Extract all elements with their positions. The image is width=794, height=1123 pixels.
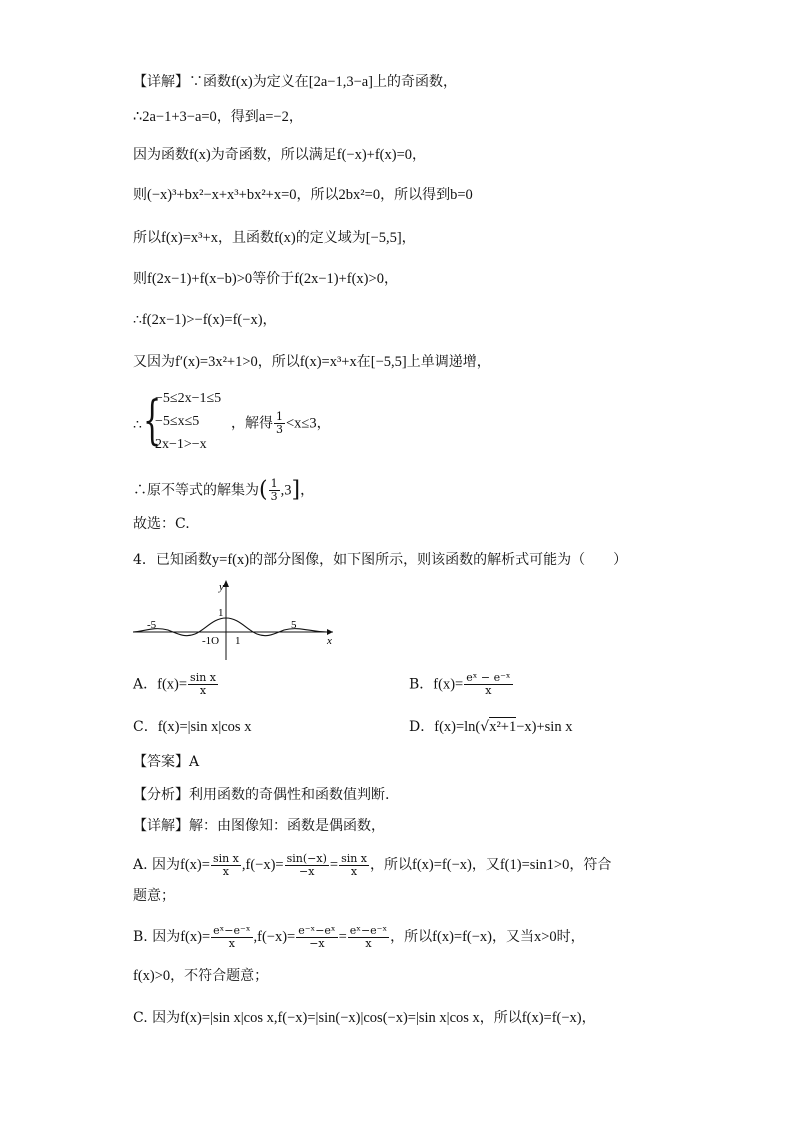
- detail-line-6: 则f(2x−1)+f(x−b)>0等价于f(2x−1)+f(x)>0，: [133, 271, 398, 287]
- function-graph: [133, 578, 338, 666]
- fraction: $\frac{\text{eˣ − e⁻ˣ}}{x}$: [466, 671, 511, 697]
- answer-line: 【答案】A: [133, 754, 200, 770]
- detail-line-5: 所以f(x)=x³+x，且函数f(x)的定义域为[−5,5]，: [133, 230, 416, 246]
- option-c: C．f(x)=|sin x|cos x: [133, 719, 252, 735]
- option-b: B．f(x)= $\frac{\text{eˣ − e⁻ˣ}}{x}$: [409, 671, 511, 697]
- function-curve: [133, 618, 327, 636]
- detail-line-11: 故选：C.: [133, 516, 190, 532]
- detail-c-line: C. 因为f(x)=|sin x|cos x,f(−x)=|sin(−x)|cos(−x)=|sin x|cos x，所以f(x)=f(−x)，: [133, 1010, 596, 1026]
- analysis-line: 【分析】利用函数的奇偶性和函数值判断.: [133, 787, 390, 803]
- option-d: D．f(x)=ln(√x²+1−x)+sin x: [409, 719, 573, 735]
- fraction: $\frac{\text{eˣ−e⁻ˣ}}{x}$: [213, 923, 251, 950]
- option-a: A．f(x)= $\frac{\text{sin x}}{x}$: [133, 671, 216, 697]
- tick-label-neg1-origin: -1O: [202, 635, 220, 647]
- tick-label-pos5: 5: [291, 619, 297, 631]
- fraction: $\frac{1}{3}$: [270, 477, 278, 503]
- detail-a-cont: 题意；: [133, 888, 175, 904]
- detail-line-10: ∴原不等式的解集为( $\frac{1}{3}$ ,3]，: [133, 477, 315, 503]
- detail-line-8: 又因为f′(x)=3x²+1>0，所以f(x)=x³+x在[−5,5]上单调递增，: [133, 354, 491, 370]
- fraction: $\frac{1}{3}$: [276, 410, 283, 436]
- left-brace: {: [143, 391, 162, 451]
- fraction: $\frac{\text{sin x}}{x}$: [190, 671, 216, 697]
- detail-line-q4: 【详解】解：由图像知：函数是偶函数，: [133, 818, 385, 834]
- detail-line-4: 则(−x)³+bx²−x+x³+bx²+x=0，所以2bx²=0，所以得到b=0: [133, 187, 473, 203]
- fraction: $\frac{\text{sin x}}{x}$: [212, 851, 239, 878]
- tick-label-x1: 1: [235, 635, 241, 647]
- detail-line-7: ∴f(2x−1)>−f(x)=f(−x)，: [133, 312, 277, 328]
- system-solution: ，解得 $\frac{1}{3}$ <x≤3，: [231, 410, 331, 436]
- y-axis-arrow-icon: [223, 580, 229, 587]
- tick-label-y1: 1: [218, 607, 224, 619]
- question-4-stem: 4．已知函数y=f(x)的部分图像，如下图所示，则该函数的解析式可能为（ ）: [133, 552, 628, 568]
- tick-label-neg5: -5: [147, 619, 157, 631]
- inequality-system: ∴ { −5≤2x−1≤5 −5≤x≤5 2x−1>−x ，解得 $\frac{1}{3}$ <x≤3，: [133, 391, 331, 452]
- detail-b-cont: f(x)>0，不符合题意；: [133, 968, 269, 984]
- fraction: $\frac{\sin(-x)}{-x}$: [286, 851, 327, 878]
- detail-line-1: 【详解】∵函数f(x)为定义在[2a−1,3−a]上的奇函数，: [133, 74, 458, 90]
- fraction: $\frac{\text{e⁻ˣ−eˣ}}{-x}$: [298, 923, 336, 950]
- detail-b-line: B. 因为f(x)= $\frac{\text{eˣ−e⁻ˣ}}{x}$ ,f(−x)= $\frac{\text{e⁻ˣ−eˣ}}{-x}$ = $\frac{\text{eˣ−e⁻ˣ}}{x}$ ，所以f(x)=f(−x)，又当x>0时，: [133, 923, 585, 950]
- detail-line-2: ∴2a−1+3−a=0，得到a=−2，: [133, 109, 303, 125]
- x-axis-label: x: [327, 635, 332, 647]
- detail-line-3: 因为函数f(x)为奇函数，所以满足f(−x)+f(x)=0，: [133, 147, 427, 163]
- fraction: $\frac{\text{sin x}}{x}$: [341, 851, 368, 878]
- detail-a-line: A. 因为f(x)= $\frac{\text{sin x}}{x}$ ,f(−x)= $\frac{\sin(-x)}{-x}$ = $\frac{\text{sin x}}{x}$ ，所以f(x)=f(−x)，又f(1)=sin1>0，符合: [133, 851, 612, 878]
- detail-tag: 【详解】: [133, 74, 189, 90]
- y-axis-label: y: [219, 581, 224, 593]
- fraction: $\frac{\text{eˣ−e⁻ˣ}}{x}$: [349, 923, 388, 950]
